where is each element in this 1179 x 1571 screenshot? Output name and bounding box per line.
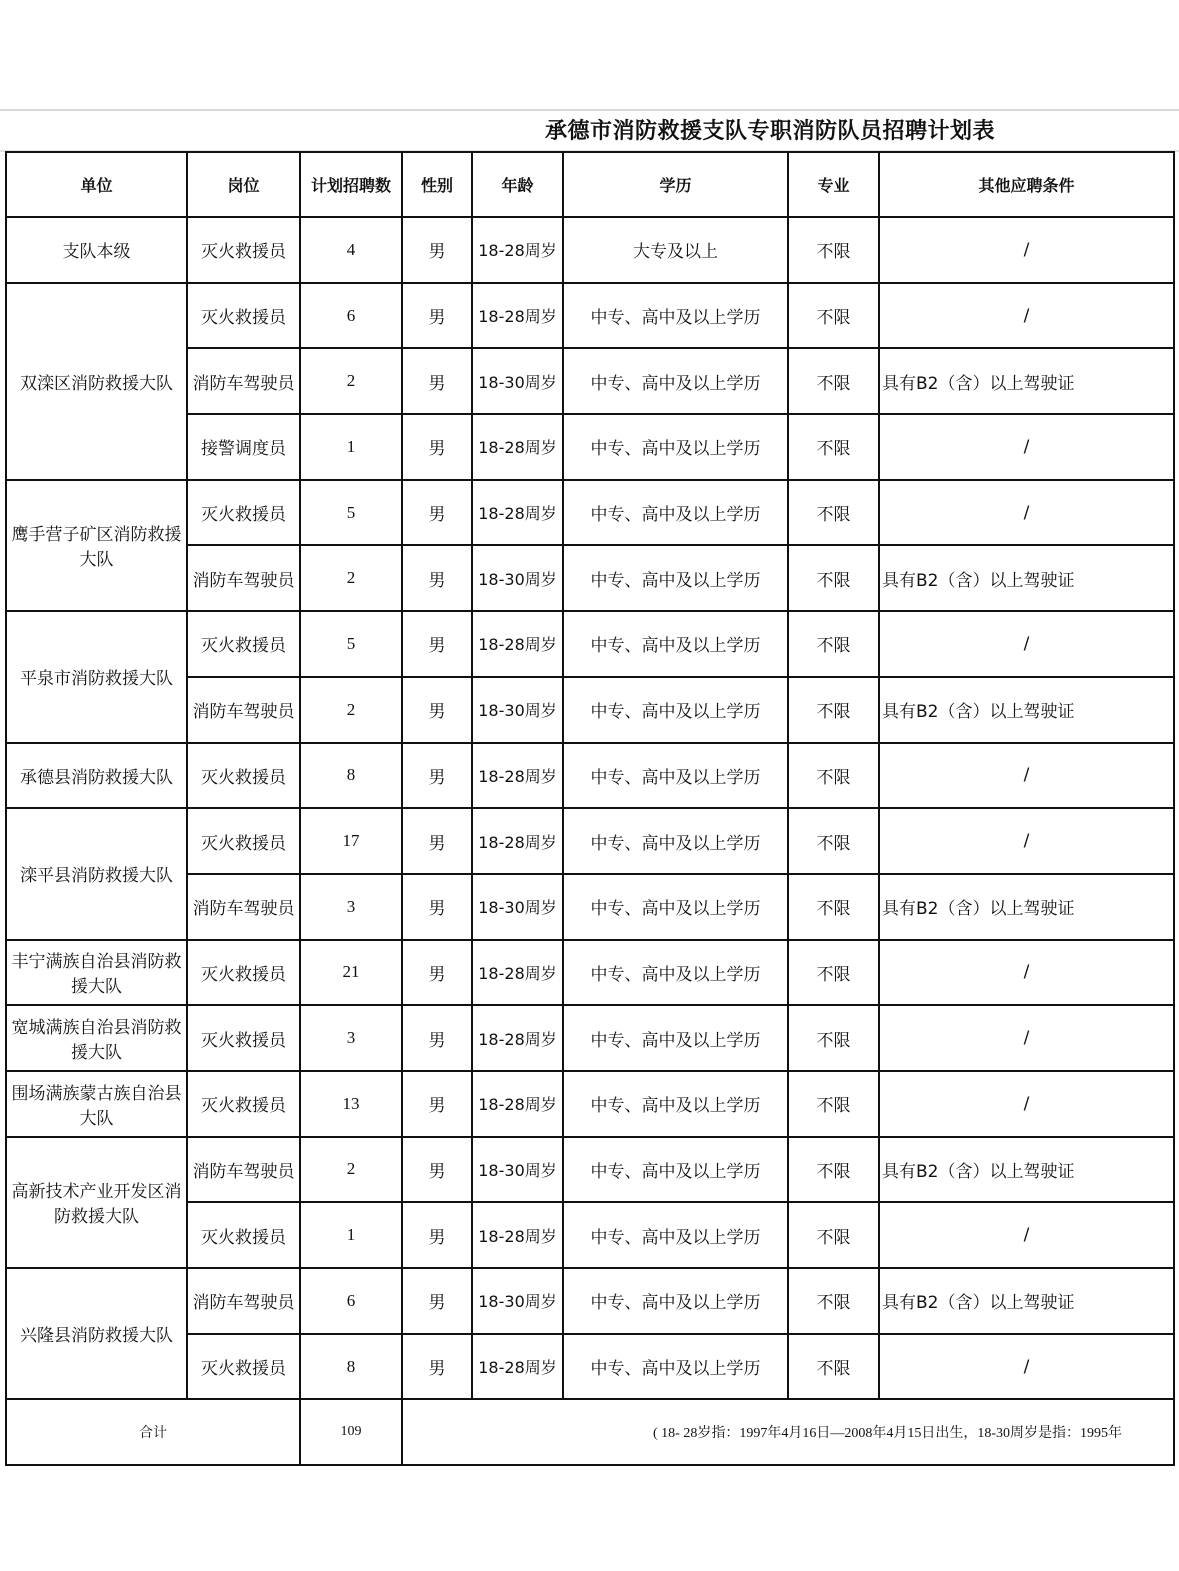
header-gender: 性别 bbox=[402, 152, 472, 217]
gender-cell: 男 bbox=[402, 808, 472, 874]
post-cell: 灭火救援员 bbox=[187, 940, 300, 1006]
other-requirements-cell: / bbox=[879, 1071, 1174, 1137]
gender-cell: 男 bbox=[402, 414, 472, 480]
other-requirements-cell: / bbox=[879, 808, 1174, 874]
education-cell: 中专、高中及以上学历 bbox=[563, 348, 788, 414]
header-age: 年龄 bbox=[472, 152, 563, 217]
gender-cell: 男 bbox=[402, 611, 472, 677]
table-row bbox=[6, 1268, 1174, 1334]
header-unit: 单位 bbox=[6, 152, 187, 217]
major-cell: 不限 bbox=[788, 1334, 879, 1400]
education-cell: 中专、高中及以上学历 bbox=[563, 743, 788, 809]
unit-cell: 支队本级 bbox=[6, 217, 187, 283]
gender-cell: 男 bbox=[402, 1334, 472, 1400]
page-top-divider bbox=[0, 109, 1179, 111]
count-cell: 21 bbox=[300, 940, 402, 1006]
table-row bbox=[6, 480, 1174, 546]
age-cell: 18-28周岁 bbox=[472, 1334, 563, 1400]
age-cell: 18-30周岁 bbox=[472, 1268, 563, 1334]
count-cell: 2 bbox=[300, 1137, 402, 1203]
major-cell: 不限 bbox=[788, 414, 879, 480]
recruitment-plan-table bbox=[5, 151, 1175, 1466]
other-requirements-cell: / bbox=[879, 1202, 1174, 1268]
header-major: 专业 bbox=[788, 152, 879, 217]
unit-cell: 鹰手营子矿区消防救援大队 bbox=[6, 480, 187, 611]
unit-cell: 平泉市消防救援大队 bbox=[6, 611, 187, 742]
other-requirements-cell: 具有B2（含）以上驾驶证 bbox=[879, 1268, 1174, 1334]
age-cell: 18-28周岁 bbox=[472, 1005, 563, 1071]
age-cell: 18-28周岁 bbox=[472, 480, 563, 546]
table-row bbox=[6, 1005, 1174, 1071]
education-cell: 大专及以上 bbox=[563, 217, 788, 283]
age-cell: 18-28周岁 bbox=[472, 611, 563, 677]
count-cell: 3 bbox=[300, 874, 402, 940]
count-cell: 2 bbox=[300, 545, 402, 611]
major-cell: 不限 bbox=[788, 1005, 879, 1071]
count-cell: 1 bbox=[300, 414, 402, 480]
education-cell: 中专、高中及以上学历 bbox=[563, 940, 788, 1006]
post-cell: 灭火救援员 bbox=[187, 1005, 300, 1071]
other-requirements-cell: 具有B2（含）以上驾驶证 bbox=[879, 677, 1174, 743]
gender-cell: 男 bbox=[402, 940, 472, 1006]
header-row bbox=[6, 152, 1174, 217]
header-post: 岗位 bbox=[187, 152, 300, 217]
count-cell: 4 bbox=[300, 217, 402, 283]
other-requirements-cell: 具有B2（含）以上驾驶证 bbox=[879, 1137, 1174, 1203]
total-label: 合计 bbox=[6, 1399, 300, 1465]
post-cell: 消防车驾驶员 bbox=[187, 677, 300, 743]
education-cell: 中专、高中及以上学历 bbox=[563, 480, 788, 546]
other-requirements-cell: / bbox=[879, 611, 1174, 677]
gender-cell: 男 bbox=[402, 1202, 472, 1268]
gender-cell: 男 bbox=[402, 545, 472, 611]
age-cell: 18-28周岁 bbox=[472, 808, 563, 874]
other-requirements-cell: / bbox=[879, 414, 1174, 480]
other-requirements-cell: / bbox=[879, 743, 1174, 809]
age-cell: 18-30周岁 bbox=[472, 1137, 563, 1203]
document-title: 承德市消防救援支队专职消防队员招聘计划表 bbox=[545, 119, 996, 144]
major-cell: 不限 bbox=[788, 283, 879, 349]
age-cell: 18-30周岁 bbox=[472, 874, 563, 940]
education-cell: 中专、高中及以上学历 bbox=[563, 808, 788, 874]
post-cell: 消防车驾驶员 bbox=[187, 1137, 300, 1203]
post-cell: 灭火救援员 bbox=[187, 1334, 300, 1400]
education-cell: 中专、高中及以上学历 bbox=[563, 545, 788, 611]
gender-cell: 男 bbox=[402, 480, 472, 546]
major-cell: 不限 bbox=[788, 545, 879, 611]
major-cell: 不限 bbox=[788, 1268, 879, 1334]
post-cell: 消防车驾驶员 bbox=[187, 348, 300, 414]
post-cell: 消防车驾驶员 bbox=[187, 874, 300, 940]
table-row bbox=[6, 611, 1174, 677]
gender-cell: 男 bbox=[402, 743, 472, 809]
gender-cell: 男 bbox=[402, 283, 472, 349]
education-cell: 中专、高中及以上学历 bbox=[563, 1334, 788, 1400]
unit-cell: 滦平县消防救援大队 bbox=[6, 808, 187, 939]
education-cell: 中专、高中及以上学历 bbox=[563, 1071, 788, 1137]
major-cell: 不限 bbox=[788, 874, 879, 940]
age-cell: 18-28周岁 bbox=[472, 940, 563, 1006]
count-cell: 13 bbox=[300, 1071, 402, 1137]
header-other: 其他应聘条件 bbox=[879, 152, 1174, 217]
count-cell: 8 bbox=[300, 1334, 402, 1400]
post-cell: 灭火救援员 bbox=[187, 1071, 300, 1137]
major-cell: 不限 bbox=[788, 677, 879, 743]
post-cell: 灭火救援员 bbox=[187, 611, 300, 677]
other-requirements-cell: / bbox=[879, 217, 1174, 283]
post-cell: 灭火救援员 bbox=[187, 217, 300, 283]
education-cell: 中专、高中及以上学历 bbox=[563, 1137, 788, 1203]
other-requirements-cell: 具有B2（含）以上驾驶证 bbox=[879, 545, 1174, 611]
other-requirements-cell: / bbox=[879, 283, 1174, 349]
table-body bbox=[6, 217, 1174, 1399]
age-cell: 18-30周岁 bbox=[472, 677, 563, 743]
header-count: 计划招聘数 bbox=[300, 152, 402, 217]
other-requirements-cell: 具有B2（含）以上驾驶证 bbox=[879, 874, 1174, 940]
gender-cell: 男 bbox=[402, 1005, 472, 1071]
unit-cell: 兴隆县消防救援大队 bbox=[6, 1268, 187, 1399]
education-cell: 中专、高中及以上学历 bbox=[563, 1005, 788, 1071]
post-cell: 消防车驾驶员 bbox=[187, 1268, 300, 1334]
age-cell: 18-28周岁 bbox=[472, 217, 563, 283]
other-requirements-cell: / bbox=[879, 480, 1174, 546]
other-requirements-cell: / bbox=[879, 940, 1174, 1006]
age-cell: 18-28周岁 bbox=[472, 414, 563, 480]
count-cell: 5 bbox=[300, 480, 402, 546]
gender-cell: 男 bbox=[402, 1071, 472, 1137]
count-cell: 8 bbox=[300, 743, 402, 809]
education-cell: 中专、高中及以上学历 bbox=[563, 414, 788, 480]
count-cell: 2 bbox=[300, 677, 402, 743]
major-cell: 不限 bbox=[788, 1071, 879, 1137]
unit-cell: 丰宁满族自治县消防救援大队 bbox=[6, 940, 187, 1006]
major-cell: 不限 bbox=[788, 611, 879, 677]
post-cell: 消防车驾驶员 bbox=[187, 545, 300, 611]
major-cell: 不限 bbox=[788, 940, 879, 1006]
education-cell: 中专、高中及以上学历 bbox=[563, 677, 788, 743]
gender-cell: 男 bbox=[402, 874, 472, 940]
education-cell: 中专、高中及以上学历 bbox=[563, 874, 788, 940]
table-row bbox=[6, 743, 1174, 809]
count-cell: 17 bbox=[300, 808, 402, 874]
unit-cell: 围场满族蒙古族自治县大队 bbox=[6, 1071, 187, 1137]
age-cell: 18-28周岁 bbox=[472, 1071, 563, 1137]
major-cell: 不限 bbox=[788, 217, 879, 283]
gender-cell: 男 bbox=[402, 217, 472, 283]
gender-cell: 男 bbox=[402, 1268, 472, 1334]
education-cell: 中专、高中及以上学历 bbox=[563, 1202, 788, 1268]
age-cell: 18-30周岁 bbox=[472, 348, 563, 414]
count-cell: 6 bbox=[300, 1268, 402, 1334]
major-cell: 不限 bbox=[788, 743, 879, 809]
count-cell: 5 bbox=[300, 611, 402, 677]
post-cell: 接警调度员 bbox=[187, 414, 300, 480]
education-cell: 中专、高中及以上学历 bbox=[563, 1268, 788, 1334]
header-education: 学历 bbox=[563, 152, 788, 217]
major-cell: 不限 bbox=[788, 480, 879, 546]
post-cell: 灭火救援员 bbox=[187, 1202, 300, 1268]
table-row bbox=[6, 808, 1174, 874]
post-cell: 灭火救援员 bbox=[187, 808, 300, 874]
other-requirements-cell: 具有B2（含）以上驾驶证 bbox=[879, 348, 1174, 414]
count-cell: 1 bbox=[300, 1202, 402, 1268]
count-cell: 6 bbox=[300, 283, 402, 349]
table-row bbox=[6, 283, 1174, 349]
count-cell: 2 bbox=[300, 348, 402, 414]
post-cell: 灭火救援员 bbox=[187, 283, 300, 349]
table-row bbox=[6, 217, 1174, 283]
other-requirements-cell: / bbox=[879, 1005, 1174, 1071]
major-cell: 不限 bbox=[788, 348, 879, 414]
age-cell: 18-28周岁 bbox=[472, 1202, 563, 1268]
other-requirements-cell: / bbox=[879, 1334, 1174, 1400]
age-cell: 18-28周岁 bbox=[472, 743, 563, 809]
total-row bbox=[6, 1399, 1174, 1465]
gender-cell: 男 bbox=[402, 677, 472, 743]
unit-cell: 双滦区消防救援大队 bbox=[6, 283, 187, 480]
age-cell: 18-30周岁 bbox=[472, 545, 563, 611]
table-row bbox=[6, 1071, 1174, 1137]
count-cell: 3 bbox=[300, 1005, 402, 1071]
major-cell: 不限 bbox=[788, 1137, 879, 1203]
unit-cell: 宽城满族自治县消防救援大队 bbox=[6, 1005, 187, 1071]
age-cell: 18-28周岁 bbox=[472, 283, 563, 349]
unit-cell: 高新技术产业开发区消防救援大队 bbox=[6, 1137, 187, 1268]
gender-cell: 男 bbox=[402, 348, 472, 414]
education-cell: 中专、高中及以上学历 bbox=[563, 283, 788, 349]
total-count: 109 bbox=[300, 1399, 402, 1465]
post-cell: 灭火救援员 bbox=[187, 480, 300, 546]
post-cell: 灭火救援员 bbox=[187, 743, 300, 809]
gender-cell: 男 bbox=[402, 1137, 472, 1203]
education-cell: 中专、高中及以上学历 bbox=[563, 611, 788, 677]
table-row bbox=[6, 940, 1174, 1006]
major-cell: 不限 bbox=[788, 1202, 879, 1268]
unit-cell: 承德县消防救援大队 bbox=[6, 743, 187, 809]
table-row bbox=[6, 1137, 1174, 1203]
major-cell: 不限 bbox=[788, 808, 879, 874]
age-note: ( 18- 28岁指：1997年4月16日—2008年4月15日出生，18-30周岁是指：1995年 bbox=[402, 1399, 1174, 1465]
